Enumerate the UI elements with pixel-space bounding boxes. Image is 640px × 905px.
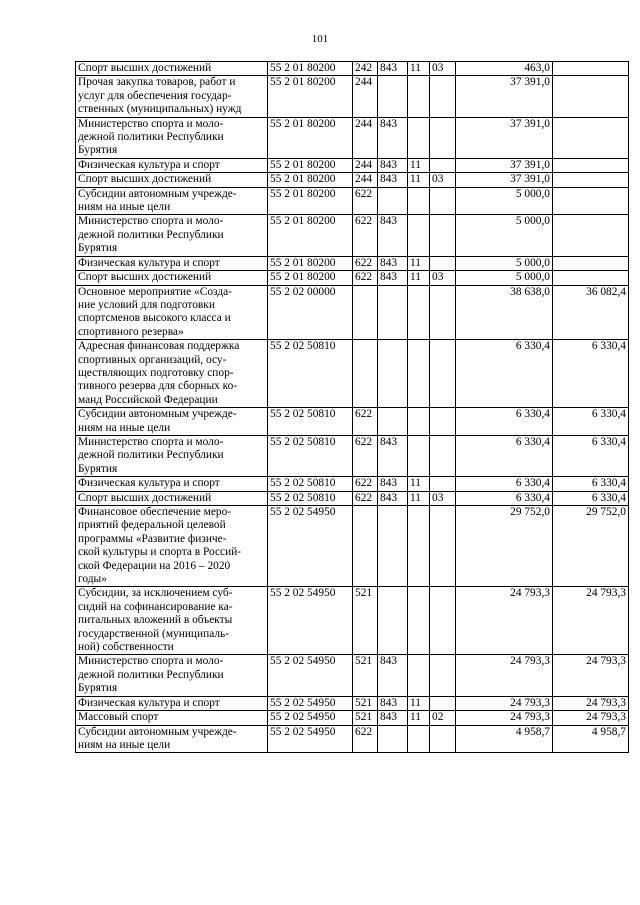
row-amount-2: 6 330,4: [553, 491, 629, 505]
row-section: [408, 587, 430, 655]
row-code: 55 2 01 80200: [268, 76, 353, 117]
row-name: Министерство спорта и моло- дежной политики Республики Бурятия: [76, 117, 268, 158]
row-amount-1: 4 958,7: [456, 725, 553, 753]
row-amount-2: [553, 173, 629, 187]
table-row: [76, 215, 629, 256]
row-code: 55 2 02 54950: [268, 725, 353, 753]
row-name: Адресная финансовая поддержка спортивных организаций, осу- ществляющих подготовку спор- тивного резерва для сборных ко- манд Российской Федерации: [76, 340, 268, 408]
row-amount-2: 24 793,3: [553, 587, 629, 655]
row-amount-1: 24 793,3: [456, 587, 553, 655]
row-amount-1: 6 330,4: [456, 408, 553, 436]
row-code: 55 2 01 80200: [268, 215, 353, 256]
row-expense-type: 242: [353, 62, 378, 76]
row-name: Основное мероприятие «Созда- ние условий для подготовки спортсменов высокого класса и спортивного резерва»: [76, 285, 268, 340]
row-amount-1: 29 752,0: [456, 506, 553, 587]
row-expense-type: 521: [353, 696, 378, 710]
row-subsection: [430, 506, 456, 587]
row-subsection: [430, 725, 456, 753]
row-ministry-code: [378, 340, 408, 408]
row-code: 55 2 01 80200: [268, 62, 353, 76]
row-subsection: [430, 435, 456, 476]
row-amount-1: 5 000,0: [456, 256, 553, 270]
row-subsection: [430, 256, 456, 270]
row-subsection: [430, 696, 456, 710]
row-expense-type: 521: [353, 655, 378, 696]
row-name: Субсидии автономным учрежде- ниям на иные цели: [76, 187, 268, 215]
row-name: Прочая закупка товаров, работ и услуг для обеспечения государ- ственных (муниципальных) нужд: [76, 76, 268, 117]
row-subsection: 03: [430, 173, 456, 187]
row-code: 55 2 02 54950: [268, 711, 353, 725]
row-ministry-code: [378, 285, 408, 340]
row-ministry-code: 843: [378, 62, 408, 76]
row-code: 55 2 02 54950: [268, 655, 353, 696]
row-name: Физическая культура и спорт: [76, 158, 268, 172]
row-ministry-code: 843: [378, 696, 408, 710]
row-amount-2: 36 082,4: [553, 285, 629, 340]
row-subsection: [430, 340, 456, 408]
table-row: [76, 187, 629, 215]
row-amount-2: [553, 158, 629, 172]
row-ministry-code: 843: [378, 173, 408, 187]
row-amount-2: 6 330,4: [553, 435, 629, 476]
row-amount-1: 24 793,3: [456, 711, 553, 725]
row-section: 11: [408, 491, 430, 505]
table-row: [76, 173, 629, 187]
row-subsection: [430, 408, 456, 436]
row-name: Финансовое обеспечение меро- приятий федеральной целевой программы «Развитие физиче- ской культуры и спорта в Россий- ской Федерации на 2016 – 2020 годы»: [76, 506, 268, 587]
row-name: Физическая культура и спорт: [76, 477, 268, 491]
row-code: 55 2 02 50810: [268, 408, 353, 436]
row-subsection: [430, 215, 456, 256]
table-row: [76, 696, 629, 710]
row-code: 55 2 01 80200: [268, 158, 353, 172]
row-amount-1: 38 638,0: [456, 285, 553, 340]
row-section: [408, 725, 430, 753]
row-subsection: 03: [430, 271, 456, 285]
row-section: [408, 76, 430, 117]
row-amount-2: 6 330,4: [553, 477, 629, 491]
row-section: [408, 655, 430, 696]
row-subsection: [430, 285, 456, 340]
row-ministry-code: 843: [378, 271, 408, 285]
row-subsection: 02: [430, 711, 456, 725]
row-ministry-code: 843: [378, 435, 408, 476]
row-code: 55 2 02 50810: [268, 435, 353, 476]
row-expense-type: 622: [353, 408, 378, 436]
row-amount-2: 6 330,4: [553, 340, 629, 408]
row-name: Спорт высших достижений: [76, 173, 268, 187]
row-ministry-code: [378, 725, 408, 753]
row-expense-type: 622: [353, 215, 378, 256]
row-amount-1: 37 391,0: [456, 76, 553, 117]
row-amount-2: 24 793,3: [553, 711, 629, 725]
row-ministry-code: 843: [378, 491, 408, 505]
row-subsection: 03: [430, 62, 456, 76]
row-ministry-code: [378, 187, 408, 215]
row-code: 55 2 01 80200: [268, 117, 353, 158]
row-expense-type: [353, 506, 378, 587]
row-code: 55 2 01 80200: [268, 256, 353, 270]
row-expense-type: 622: [353, 256, 378, 270]
row-amount-1: 6 330,4: [456, 491, 553, 505]
row-amount-1: 463,0: [456, 62, 553, 76]
row-name: Спорт высших достижений: [76, 491, 268, 505]
row-subsection: [430, 76, 456, 117]
row-name: Субсидии автономным учрежде- ниям на иные цели: [76, 408, 268, 436]
row-expense-type: 622: [353, 187, 378, 215]
row-expense-type: [353, 285, 378, 340]
row-expense-type: 622: [353, 435, 378, 476]
row-amount-2: 6 330,4: [553, 408, 629, 436]
row-name: Массовый спорт: [76, 711, 268, 725]
row-amount-2: [553, 187, 629, 215]
row-code: 55 2 02 50810: [268, 491, 353, 505]
row-code: 55 2 01 80200: [268, 187, 353, 215]
row-amount-1: 5 000,0: [456, 187, 553, 215]
row-code: 55 2 02 54950: [268, 696, 353, 710]
row-amount-1: 6 330,4: [456, 477, 553, 491]
row-amount-2: [553, 256, 629, 270]
row-code: 55 2 01 80200: [268, 271, 353, 285]
row-code: 55 2 02 50810: [268, 477, 353, 491]
row-section: [408, 215, 430, 256]
row-name: Спорт высших достижений: [76, 271, 268, 285]
row-amount-1: 37 391,0: [456, 117, 553, 158]
page-number: 101: [311, 33, 329, 45]
row-amount-1: 6 330,4: [456, 340, 553, 408]
row-ministry-code: [378, 76, 408, 117]
row-code: 55 2 01 80200: [268, 173, 353, 187]
row-amount-2: 29 752,0: [553, 506, 629, 587]
row-name: Субсидии автономным учрежде- ниям на иные цели: [76, 725, 268, 753]
row-amount-2: [553, 117, 629, 158]
row-section: 11: [408, 271, 430, 285]
table-row: [76, 158, 629, 172]
row-amount-2: [553, 76, 629, 117]
table-row: [76, 285, 629, 340]
row-expense-type: 244: [353, 117, 378, 158]
table-row: [76, 587, 629, 655]
row-ministry-code: [378, 587, 408, 655]
table-row: [76, 62, 629, 76]
row-expense-type: 244: [353, 173, 378, 187]
row-subsection: [430, 587, 456, 655]
table-row: [76, 491, 629, 505]
row-amount-1: 5 000,0: [456, 271, 553, 285]
row-amount-1: 6 330,4: [456, 435, 553, 476]
row-section: [408, 117, 430, 158]
table-row: [76, 477, 629, 491]
row-subsection: 03: [430, 491, 456, 505]
row-subsection: [430, 655, 456, 696]
row-ministry-code: 843: [378, 477, 408, 491]
row-section: 11: [408, 173, 430, 187]
row-code: 55 2 02 54950: [268, 506, 353, 587]
row-name: Спорт высших достижений: [76, 62, 268, 76]
row-name: Субсидии, за исключением суб- сидий на софинансирование ка- питальных вложений в объекты государственной (муниципаль- ной) собственности: [76, 587, 268, 655]
budget-table-body: [76, 62, 629, 753]
row-expense-type: [353, 340, 378, 408]
row-section: [408, 340, 430, 408]
table-row: [76, 256, 629, 270]
row-section: [408, 187, 430, 215]
row-section: [408, 285, 430, 340]
row-section: 11: [408, 158, 430, 172]
row-amount-2: 24 793,3: [553, 696, 629, 710]
row-amount-1: 37 391,0: [456, 173, 553, 187]
row-subsection: [430, 158, 456, 172]
row-ministry-code: 843: [378, 117, 408, 158]
row-subsection: [430, 117, 456, 158]
row-ministry-code: 843: [378, 655, 408, 696]
table-row: [76, 435, 629, 476]
row-name: Министерство спорта и моло- дежной политики Республики Бурятия: [76, 655, 268, 696]
row-section: [408, 506, 430, 587]
row-expense-type: 521: [353, 587, 378, 655]
table-row: [76, 408, 629, 436]
row-subsection: [430, 477, 456, 491]
table-row: [76, 117, 629, 158]
row-expense-type: 244: [353, 76, 378, 117]
row-ministry-code: [378, 506, 408, 587]
row-name: Физическая культура и спорт: [76, 256, 268, 270]
row-expense-type: 622: [353, 491, 378, 505]
row-code: 55 2 02 54950: [268, 587, 353, 655]
row-amount-2: 24 793,3: [553, 655, 629, 696]
table-row: [76, 655, 629, 696]
row-ministry-code: [378, 408, 408, 436]
row-section: 11: [408, 477, 430, 491]
row-amount-1: 24 793,3: [456, 696, 553, 710]
row-amount-1: 24 793,3: [456, 655, 553, 696]
row-expense-type: 622: [353, 477, 378, 491]
table-row: [76, 711, 629, 725]
row-expense-type: 622: [353, 725, 378, 753]
table-row: [76, 340, 629, 408]
row-section: [408, 408, 430, 436]
row-subsection: [430, 187, 456, 215]
row-code: 55 2 02 50810: [268, 340, 353, 408]
row-ministry-code: 843: [378, 158, 408, 172]
table-row: [76, 271, 629, 285]
row-amount-2: [553, 215, 629, 256]
row-ministry-code: 843: [378, 256, 408, 270]
row-section: 11: [408, 62, 430, 76]
row-section: [408, 435, 430, 476]
row-amount-1: 37 391,0: [456, 158, 553, 172]
row-name: Министерство спорта и моло- дежной политики Республики Бурятия: [76, 435, 268, 476]
row-amount-2: [553, 62, 629, 76]
row-expense-type: 622: [353, 271, 378, 285]
row-amount-2: [553, 271, 629, 285]
row-amount-1: 5 000,0: [456, 215, 553, 256]
row-expense-type: 244: [353, 158, 378, 172]
table-row: [76, 725, 629, 753]
table-row: [76, 76, 629, 117]
row-amount-2: 4 958,7: [553, 725, 629, 753]
row-code: 55 2 02 00000: [268, 285, 353, 340]
row-section: 11: [408, 256, 430, 270]
row-section: 11: [408, 711, 430, 725]
row-section: 11: [408, 696, 430, 710]
table-row: [76, 506, 629, 587]
budget-table: [75, 61, 629, 753]
row-expense-type: 521: [353, 711, 378, 725]
row-ministry-code: 843: [378, 711, 408, 725]
row-name: Физическая культура и спорт: [76, 696, 268, 710]
row-name: Министерство спорта и моло- дежной политики Республики Бурятия: [76, 215, 268, 256]
row-ministry-code: 843: [378, 215, 408, 256]
